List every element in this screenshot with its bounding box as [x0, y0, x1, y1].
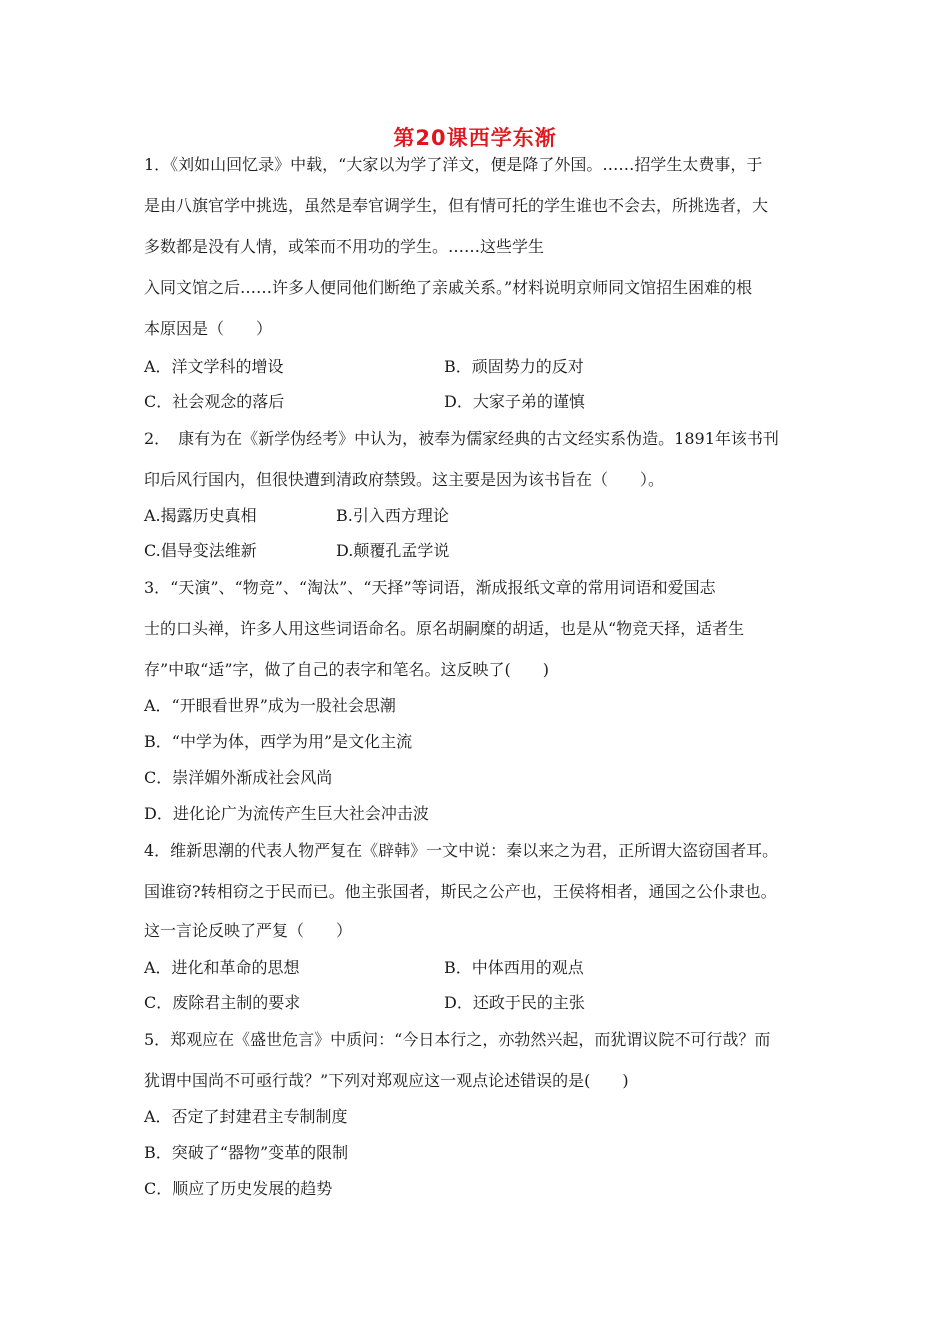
question-text-line: 入同文馆之后……许多人便同他们断绝了亲戚关系。”材料说明京师同文馆招生困难的根	[144, 278, 753, 297]
option-c: C．顺应了历史发展的趋势	[144, 1179, 333, 1198]
option-c: C．社会观念的落后	[144, 392, 285, 411]
option-a: A．“开眼看世界”成为一股社会思潮	[144, 696, 396, 715]
option-b: B.引入西方理论	[336, 506, 449, 525]
question-text-line: 犹谓中国尚不可亟行哉？”下列对郑观应这一观点论述错误的是( )	[144, 1071, 629, 1090]
option-b: B．顽固势力的反对	[444, 357, 584, 376]
option-d: D．还政于民的主张	[444, 993, 585, 1012]
option-a: A.揭露历史真相	[144, 506, 257, 525]
option-d: D.颠覆孔孟学说	[336, 541, 450, 560]
question-text-line: 士的口头禅，许多人用这些词语命名。原名胡嗣糜的胡适，也是从“物竞天择，适者生	[144, 619, 745, 638]
question-text-line: 国谁窃?转相窃之于民而已。他主张国者，斯民之公产也，王侯将相者，通国之公仆隶也。	[144, 882, 777, 901]
option-c: C．崇洋媚外渐成社会风尚	[144, 768, 333, 787]
option-a: A．进化和革命的思想	[144, 958, 300, 977]
question-text-line: 多数都是没有人情，或笨而不用功的学生。……这些学生	[144, 237, 545, 256]
question-text-line: 是由八旗官学中挑选，虽然是奉官调学生，但有情可托的学生谁也不会去，所挑选者，大	[144, 196, 769, 215]
option-a: A．否定了封建君主专制制度	[144, 1107, 348, 1126]
option-d: D．进化论广为流传产生巨大社会冲击波	[144, 804, 429, 823]
page-title: 第20课西学东渐	[393, 126, 557, 150]
option-d: D．大家子弟的谨慎	[444, 392, 585, 411]
question-text-line: 3．“天演”、“物竞”、“淘汰”、“天择”等词语，渐成报纸文章的常用词语和爱国志	[144, 578, 716, 597]
option-b: B．突破了“器物”变革的限制	[144, 1143, 349, 1162]
question-text-line: 印后风行国内，但很快遭到清政府禁毁。这主要是因为该书旨在（ ）。	[144, 470, 665, 489]
question-text-line: 4．维新思潮的代表人物严复在《辟韩》一文中说：秦以来之为君，正所谓大盗窃国者耳。	[144, 841, 779, 860]
question-text-line: 5．郑观应在《盛世危言》中质问：“今日本行之，亦勃然兴起，而犹谓议院不可行哉？而	[144, 1030, 771, 1049]
option-c: C．废除君主制的要求	[144, 993, 301, 1012]
question-text-line: 这一言论反映了严复（ ）	[144, 921, 353, 940]
question-text-line: 本原因是（ ）	[144, 319, 273, 338]
option-a: A．洋文学科的增设	[144, 357, 284, 376]
option-b: B．中体西用的观点	[444, 958, 584, 977]
option-c: C.倡导变法维新	[144, 541, 257, 560]
question-text-line: 存”中取“适”字，做了自己的表字和笔名。这反映了( )	[144, 660, 550, 679]
question-text-line: 1．《刘如山回忆录》中载，“大家以为学了洋文，便是降了外国。……招学生太费事，于	[144, 155, 763, 174]
question-text-line: 2． 康有为在《新学伪经考》中认为，被奉为儒家经典的古文经实系伪造。1891年该书刊	[144, 429, 779, 448]
option-b: B．“中学为体，西学为用”是文化主流	[144, 732, 413, 751]
